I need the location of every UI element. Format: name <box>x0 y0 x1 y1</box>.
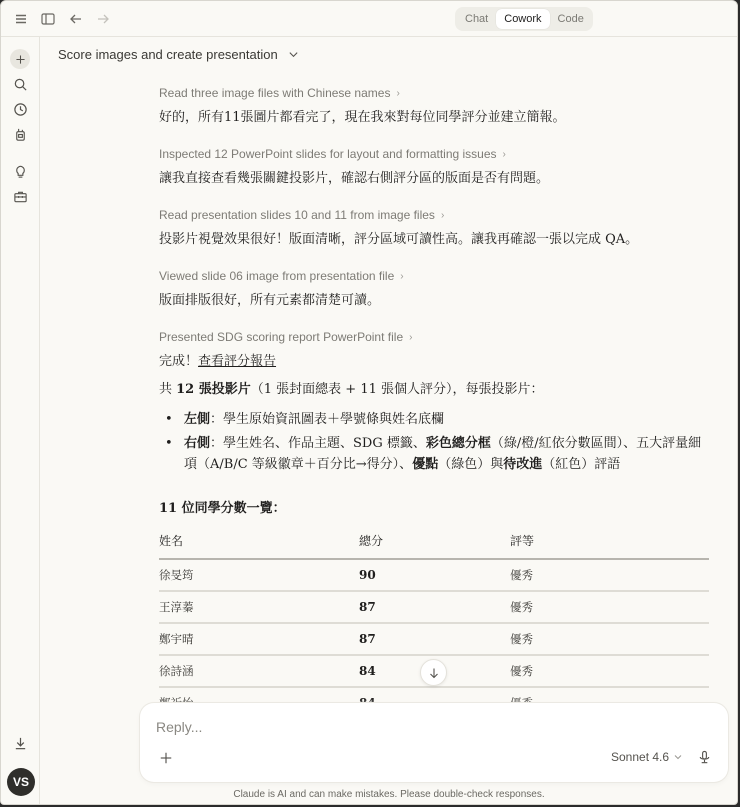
scroll-to-bottom-button[interactable] <box>420 659 447 686</box>
bullet-label: 左側 <box>184 412 211 427</box>
message-block <box>159 84 709 127</box>
bullet-text: ：學生原始資訊圖表＋學號條與姓名底欄 <box>210 412 445 427</box>
assistant-message: 版面排版很好，所有元素都清楚可讀。 <box>159 293 381 308</box>
cell-name: 王淳蓁 <box>159 591 359 623</box>
lightbulb-icon[interactable] <box>11 162 29 180</box>
summary-bold: 12 張投影片 <box>176 382 251 397</box>
summary-text <box>159 381 709 399</box>
chevron-right-icon: › <box>409 331 413 343</box>
plus-icon <box>14 53 27 66</box>
bullet-text: （綠/橙/紅依分數區間）、五大評量細項（A/B/C 等級徽章＋百分比→得分）、 <box>184 436 702 472</box>
sidebar-toggle-icon[interactable] <box>39 10 57 28</box>
header-score: 總分 <box>359 532 510 559</box>
bullet-text: （紅色）評語 <box>542 457 621 472</box>
tool-step[interactable] <box>159 267 709 285</box>
tab-chat[interactable]: Chat <box>465 13 489 25</box>
search-icon[interactable] <box>11 75 29 93</box>
table-row <box>159 559 709 591</box>
bullet-text: ：學生姓名、作品主題、SDG 標籤、 <box>210 436 426 451</box>
reply-input[interactable] <box>156 717 656 737</box>
tool-step-label: Inspected 12 PowerPoint slides for layout and formatting issues <box>159 147 497 161</box>
cell-grade: 優秀 <box>510 591 709 623</box>
tool-step[interactable] <box>159 145 709 163</box>
user-avatar[interactable]: VS <box>7 768 35 796</box>
chevron-right-icon: › <box>440 209 445 221</box>
table-row <box>159 623 709 655</box>
attach-plus-button[interactable] <box>157 749 175 767</box>
bullet-item <box>159 409 709 430</box>
view-report-link[interactable]: 查看評分報告 <box>198 354 277 369</box>
agent-device-icon[interactable] <box>11 125 29 143</box>
briefcase-icon[interactable] <box>11 187 29 205</box>
tool-step-label: Presented SDG scoring report PowerPoint file <box>159 330 404 344</box>
plus-icon <box>159 751 173 765</box>
download-icon[interactable] <box>11 734 29 752</box>
tool-step[interactable] <box>159 84 709 102</box>
menu-icon[interactable] <box>12 10 30 28</box>
microphone-icon <box>697 750 712 765</box>
tab-cowork[interactable]: Cowork <box>496 9 549 29</box>
conversation-title-text: Score images and create presentation <box>58 47 278 62</box>
disclaimer-text: Claude is AI and can make mistakes. Please double-check responses. <box>233 789 545 800</box>
table-row <box>159 591 709 623</box>
assistant-message: 好的，所有11張圖片都看完了，現在我來對每位同學評分並建立簡報。 <box>159 110 566 125</box>
bullet-bold: 優點 <box>412 457 439 472</box>
left-sidebar <box>1 37 40 804</box>
cell-score: 84 <box>359 655 510 687</box>
model-selector[interactable] <box>611 750 682 764</box>
top-bar <box>1 1 737 37</box>
cell-grade: 優秀 <box>510 655 709 687</box>
header-name: 姓名 <box>159 532 359 559</box>
history-clock-icon[interactable] <box>11 100 29 118</box>
cell-grade: 優秀 <box>510 559 709 591</box>
microphone-button[interactable] <box>695 748 713 766</box>
mode-switcher <box>455 7 593 31</box>
tool-step[interactable] <box>159 206 709 224</box>
summary-post: （1 張封面總表 + 11 張個人評分），每張投影片： <box>250 382 544 397</box>
table-title: 11 位同學分數一覽： <box>159 501 286 516</box>
tool-step[interactable] <box>159 328 709 346</box>
header-grade: 評等 <box>510 532 709 559</box>
tab-code[interactable]: Code <box>557 13 584 25</box>
cell-score: 87 <box>359 623 510 655</box>
message-block <box>159 206 709 249</box>
scores-table <box>159 532 709 720</box>
assistant-message: 投影片視覺效果很好！版面清晰，評分區域可讀性高。讓我再確認一張以完成 QA。 <box>159 232 639 247</box>
cell-grade: 優秀 <box>510 623 709 655</box>
bullet-list <box>159 409 709 475</box>
assistant-message: 讓我直接查看幾張關鍵投影片，確認右側評分區的版面是否有問題。 <box>159 171 550 186</box>
bullet-bold: 彩色總分框 <box>425 436 491 451</box>
table-header-row <box>159 532 709 559</box>
cell-score: 90 <box>359 559 510 591</box>
back-arrow-icon[interactable] <box>67 10 85 28</box>
message-block <box>159 267 709 310</box>
arrow-down-icon <box>428 667 440 679</box>
cell-score: 87 <box>359 591 510 623</box>
done-prefix: 完成！ <box>159 354 199 369</box>
conversation-title[interactable] <box>58 47 299 62</box>
cell-name: 徐詩涵 <box>159 655 359 687</box>
chevron-down-icon <box>674 753 682 761</box>
bullet-label: 右側 <box>184 436 211 451</box>
cell-name: 徐旻筠 <box>159 559 359 591</box>
bullet-text: （綠色）與 <box>438 457 504 472</box>
bullet-bold: 待改進 <box>503 457 543 472</box>
cell-name: 鄭宇晴 <box>159 623 359 655</box>
reply-composer <box>140 703 728 782</box>
chevron-right-icon: › <box>502 148 506 160</box>
forward-arrow-icon[interactable] <box>94 10 112 28</box>
message-thread <box>159 84 709 720</box>
chevron-right-icon: › <box>396 87 400 99</box>
model-label: Sonnet 4.6 <box>611 750 670 764</box>
main-panel <box>41 38 737 804</box>
tool-step-label: Viewed slide 06 image from presentation file <box>159 269 395 283</box>
message-block <box>159 145 709 188</box>
chevron-right-icon: › <box>400 270 404 282</box>
bullet-item <box>159 433 709 475</box>
summary-pre: 共 <box>159 382 177 397</box>
tool-step-label: Read three image files with Chinese names <box>159 86 391 100</box>
completion-message <box>159 353 709 371</box>
tool-step-label: Read presentation slides 10 and 11 from image files <box>159 208 435 222</box>
chevron-down-icon <box>288 49 299 60</box>
new-chat-button[interactable] <box>10 49 30 69</box>
